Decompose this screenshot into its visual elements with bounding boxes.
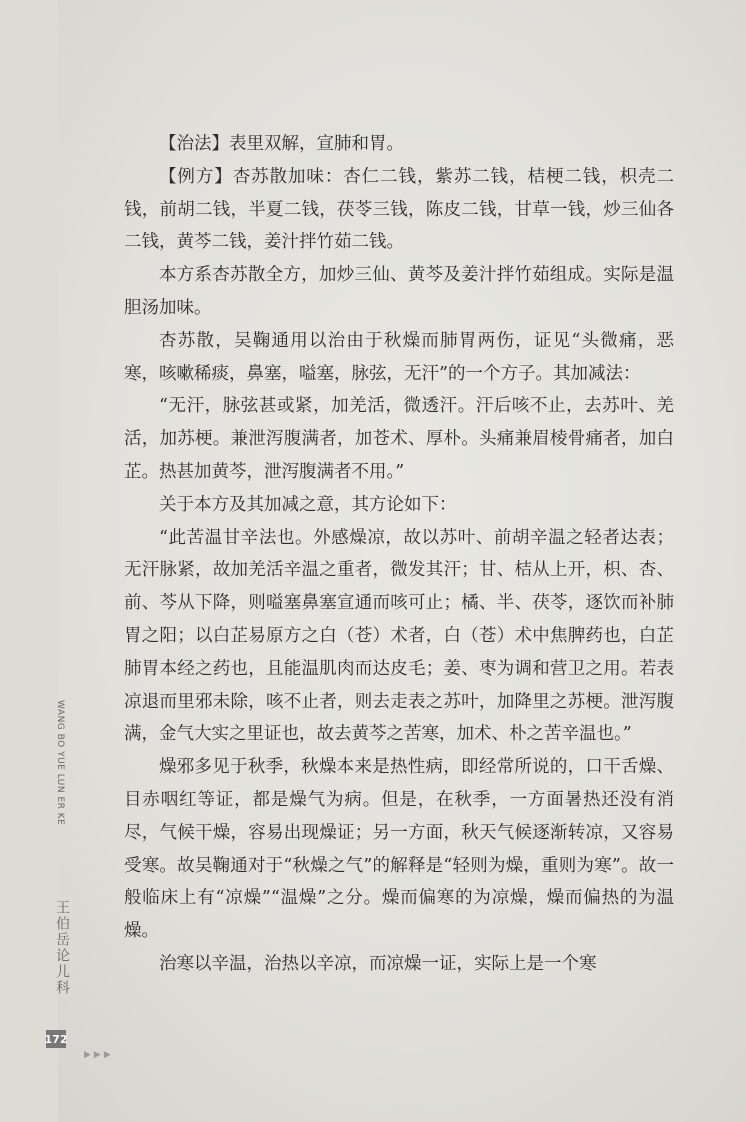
- arrow-decoration-icon: ▶▶▶: [84, 1050, 114, 1060]
- paragraph-xingsu-intro: 杏苏散，吴鞠通用以治由于秋燥而肺胃两伤，证见“头微痛，恶寒，咳嗽稀痰，鼻塞，嗌塞，脉弦，无汗”的一个方子。其加减法：: [124, 330, 674, 384]
- paragraph-modification-quote: “无汗，脉弦甚或紧，加羌活，微透汗。汗后咳不止，去苏叶、羌活，加苏梗。兼泄泻腹满者，加苍术、厚朴。头痛兼眉棱骨痛者，加白芷。热甚加黄芩，泄泻腹满者不用。”: [124, 396, 674, 482]
- paragraph-theory-quote: “此苦温甘辛法也。外感燥凉，故以苏叶、前胡辛温之轻者达表；无汗脉紧，故加羌活辛温之重者，微发其汗；甘、桔从上开，枳、杏、前、芩从下降，则嗌塞鼻塞宣通而咳可止；橘、半、茯苓，逐饮而补肺胃之阳；以白芷易原方之白（苍）术者，白（苍）术中焦脾药也，白芷肺胃本经之药也，且能温肌肉而达皮毛；姜、枣为调和营卫之用。若表凉退而里邪未除，咳不止者，则去走表之苏叶，加降里之苏梗。泄泻腹满，金气大实之里证也，故去黄芩之苦寒，加术、朴之苦辛温也。”: [124, 527, 674, 745]
- page-gutter: [0, 0, 58, 1122]
- running-title-cn: 王伯岳论儿科: [54, 900, 70, 996]
- paragraph-treatment: 【治法】表里双解，宣肺和胃。: [159, 134, 404, 154]
- body-text: [124, 128, 674, 981]
- paragraph-example-formula: 【例方】杏苏散加味：杏仁二钱，紫苏二钱，桔梗二钱，枳壳二钱，前胡二钱，半夏二钱，茯苓三钱，陈皮二钱，甘草一钱，炒三仙各二钱，黄芩二钱，姜汁拌竹茹二钱。: [124, 166, 674, 253]
- page-number: 172: [46, 1030, 66, 1048]
- running-title-en: WANG BO YUE LUN ER KE: [55, 700, 65, 826]
- paragraph-autumn-dryness: 燥邪多见于秋季，秋燥本来是热性病，即经常所说的，口干舌燥、目赤咽红等证，都是燥气为病。但是，在秋季，一方面暑热还没有消尽，气候干燥，容易出现燥证；另一方面，秋天气候逐渐转凉，又容易受寒。故吴鞠通对于“秋燥之气”的解释是“轻则为燥，重则为寒”。故一般临床上有“凉燥”“温燥”之分。燥而偏寒的为凉燥，燥而偏热的为温燥。: [124, 757, 674, 942]
- paragraph-theory-intro: 关于本方及其加减之意，其方论如下：: [159, 494, 457, 515]
- paragraph-formula-note: 本方系杏苏散全方，加炒三仙、黄芩及姜汁拌竹茹组成。实际是温胆汤加味。: [124, 265, 674, 318]
- paragraph-treatment-principle: 治寒以辛温，治热以辛凉，而凉燥一证，实际上是一个寒: [159, 953, 597, 974]
